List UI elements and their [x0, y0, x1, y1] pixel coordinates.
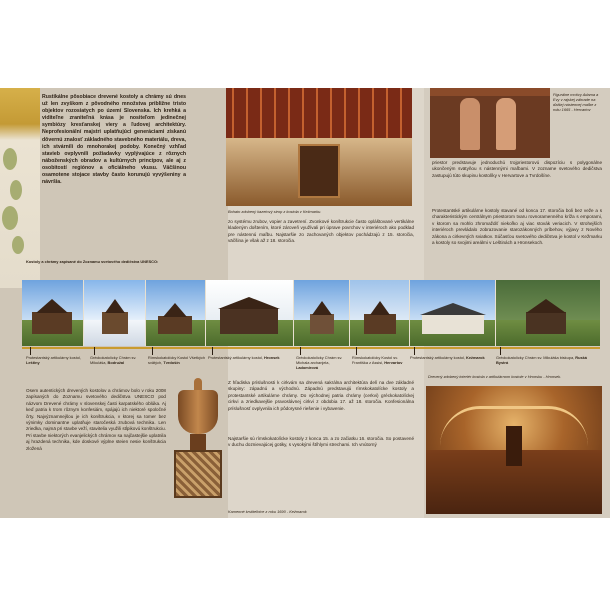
church-place: Ruská Bystrá [496, 355, 587, 365]
church-photo-hronsek [206, 280, 294, 346]
church-photo-lestiny [22, 280, 84, 346]
figure-adam [460, 98, 480, 150]
church-roof [163, 303, 187, 317]
church-type: Protestantský artikulárny kostol, [208, 355, 263, 360]
church-place: Tvrdošín [163, 359, 180, 365]
church-roof [218, 297, 280, 309]
bottom-left-text: Osem autentických drevených kostolov a chrámov bolo v roku 2008 zapísaných do Zoznamu svetového dedičstva UNESCO pod názvom Drevené chrámy v slovenskej časti karpatského oblúka. Aj keď patria k trom rôznym konfesiám, spájajú ich niektoré spoločné črty. Najvýznamnejšou je ich konštrukcia, v ktorej sa tomer bez výnimky dominantne uplatňuje staročeská zrubová technika. Len zriedka, najmä pri stavbe veží, stavitelia využili stĺpikovú konštrukciu. Pri stavbe niektorých evanjelických chrámov sa najčastejšie uplatnila aj hrazdená technika, kde doskové výplne steien nesie konštrukcia zložená [26, 388, 166, 451]
label-tick [414, 347, 415, 355]
church-roof [526, 299, 566, 313]
baptismal-font-caption: Kamenné krstiteľnice z roku 1690 - Kežmarok [228, 509, 307, 514]
ornament-column-image [0, 88, 40, 288]
church-body [220, 308, 278, 334]
church-interior-photo [426, 386, 602, 514]
church-roof [420, 303, 486, 315]
church-place: Ladomirová [296, 364, 319, 370]
label-tick [356, 347, 357, 355]
church-place: Hervartov [384, 359, 403, 365]
church-roof [105, 299, 125, 313]
church-label-4 [208, 356, 292, 361]
church-body [102, 312, 128, 334]
church-body [32, 312, 72, 334]
church-photo-bodruzal [84, 280, 146, 346]
church-place: Leštiny [26, 359, 40, 365]
church-label-1 [26, 356, 84, 366]
ceiling-photo-caption: Bohato zdobený kazetový strop z kostola v Kežmarku. [228, 209, 322, 214]
interior-photo-caption: Drevený zdobený interiér kostola v artikulárnom kostole v Hronsku - Hronsek. [428, 374, 562, 379]
church-photo-ruska-bystra [496, 280, 600, 346]
middle-column-text-top: zo systému zrubov, vopier a zavetrení. Zvonkové konštrukcie často opláštované vertikálne kladeným doštením, ktoré zároveň využívali pri úprave povrchov v interiéroch ako podklad pre nástennú maľbu. Najstaršie zo zachovaných objektov pochádzajú z 15. storočia, väčšina je však až z 18. storočia. [228, 219, 414, 244]
font-cover [178, 390, 218, 434]
ornament-leaf [2, 206, 18, 230]
right-column-text-1: priestor predstavuje jednoduchú trojpriestorovú dispozíciu s polygonálne ukončeným svätyňou s nástennými maľbami. V zozname svetového dedičstva zastupujú túto skupinu kostolíky v Hervartove a Tvrdošíne. [432, 160, 602, 178]
church-place: Bodružal [107, 359, 125, 365]
church-type: Protestantský artikulárny kostol, [26, 355, 81, 360]
intro-paragraph: Rustikálne pôsobiace drevené kostoly a chrámy sú dnes už len zvyškom z pôvodného množstva približne tristo objektov rozosiatych po území Slovenska. Ich krehká a viditeľne zraniteľná krása je nositeľom jedinečnej symbiózy kresťanskej viery a ľudovej architektúry. Neprofesionální majstri uplatňujúci generáciami získanú dôvernú znalosť základného stavebného materiálu, dreva, ich stvárnili do mnohorakej podoby. Konečný vzhľad stavieb ovplyvnili požiadavky vyplývajúce z rôznych náboženských obradov a kultúrnych princípov, ale aj z osobitostí regiónov a oficiálneho vkusu. Väčšinou osamotene stojace stavby často korunujú vyvýšeniny a návršia. [42, 94, 186, 186]
church-photo-hervartov [350, 280, 410, 346]
church-place: Kežmarok [466, 355, 485, 360]
interior-pillar [506, 426, 522, 466]
label-tick [152, 347, 153, 355]
church-body [526, 312, 566, 334]
brochure-spread [0, 88, 610, 518]
church-type: Gréckokatolícky Chrám sv. Mikuláša, [90, 355, 137, 365]
church-photo-kezmarok [410, 280, 496, 346]
church-label-3 [148, 356, 208, 366]
ornament-leaf [3, 148, 17, 170]
unesco-strip-header: Kostoly a chrámy zapísané do Zoznamu svetového dedičstva UNESCO: [26, 259, 159, 264]
bottom-middle-text-1: Z hľadiska príslušnosti k cirkvám sa drevená sakrálna architektúra delí na dve základné skupiny: západnú a východnú. Západnú predstavujú rímskokatolícke kostoly a protestantské artikulárne chrámy. Do východnej patria chrámy (cerkvi) gréckokatolíckej cirkvi a zriedkavejšie pravoslávnej cirkvi z obdobia 17. až 18. storočia. Konfesionálna príslušnosť ovplyvnila ich pôdorysné riešenie i vybavenie. [228, 380, 414, 411]
font-base [174, 450, 222, 498]
painting-frame [430, 88, 550, 96]
ceiling-photo [226, 88, 412, 206]
label-tick [500, 347, 501, 355]
church-roof [370, 301, 390, 315]
church-type: Protestantský artikulárny kostol, [410, 355, 465, 360]
church-label-2 [90, 356, 148, 366]
church-roof [312, 301, 332, 315]
church-body [310, 314, 334, 334]
church-label-7 [410, 356, 496, 361]
church-type: Rímskokatolícky Kostol Všetkých svätých, [148, 355, 206, 365]
church-photo-strip [22, 280, 600, 346]
strip-gold-line [22, 347, 600, 349]
church-label-8 [496, 356, 596, 366]
church-type: Rímskokatolícky Kostol sv. Františka z Assisi, [352, 355, 398, 365]
adam-eve-painting-photo [430, 88, 550, 158]
church-label-5 [296, 356, 352, 370]
label-tick [30, 347, 31, 355]
label-tick [300, 347, 301, 355]
church-photo-ladomirova [294, 280, 350, 346]
ornament-leaf [12, 236, 24, 254]
adam-eve-caption: Figurálne motívy Adama a Evy v rajskej záhrade na ďalšej nástennej maľbe z roku 1665 - Hervartov [553, 92, 599, 112]
church-type: Gréckokatolícky Chrám sv. Mikuláša biskupa, [496, 355, 575, 360]
church-door [298, 144, 340, 198]
church-label-6 [352, 356, 410, 366]
right-column-text-2: Protestantské artikulárne kostoly stavané od konca 17. storočia boli bez veže a s charakteristickým centrálnym priestorom tvaru rovnoramenného kríža s emporami, v ktorom sa mohlo zhromaždiť niekoľko aj viac stovák veriacich. V strohejších interiéroch prevládalo zobrazovanie starozákonných príbehov, výjavy z Nového zákona a cirkevných sviatkov. Súčasťou svetového dedičstva je kostol v Kežmarku a kostoly so svojimi areálmi v Leštinách a Hronsekoch. [432, 208, 602, 246]
baptismal-font-image [170, 378, 226, 508]
figure-eve [496, 98, 516, 150]
church-photo-tvrdosin [146, 280, 206, 346]
ornament-leaf [10, 180, 22, 200]
label-tick [94, 347, 95, 355]
bottom-middle-text-2: Najstaršie sú rímskokatolícke kostoly z konca 15. a zo začiatku 16. storočia. So postavené v duchu doznievajúcej gotiky, s vysokými štíhlymi strechami. Ich vnútorný [228, 436, 414, 448]
church-roof [36, 299, 68, 313]
label-tick [212, 347, 213, 355]
church-body [158, 316, 192, 334]
church-body [422, 314, 484, 334]
church-body [364, 314, 396, 334]
church-place: Hronsek [264, 355, 280, 360]
church-type: Gréckokatolícky Chrám sv. Michala archanjela, [296, 355, 343, 365]
